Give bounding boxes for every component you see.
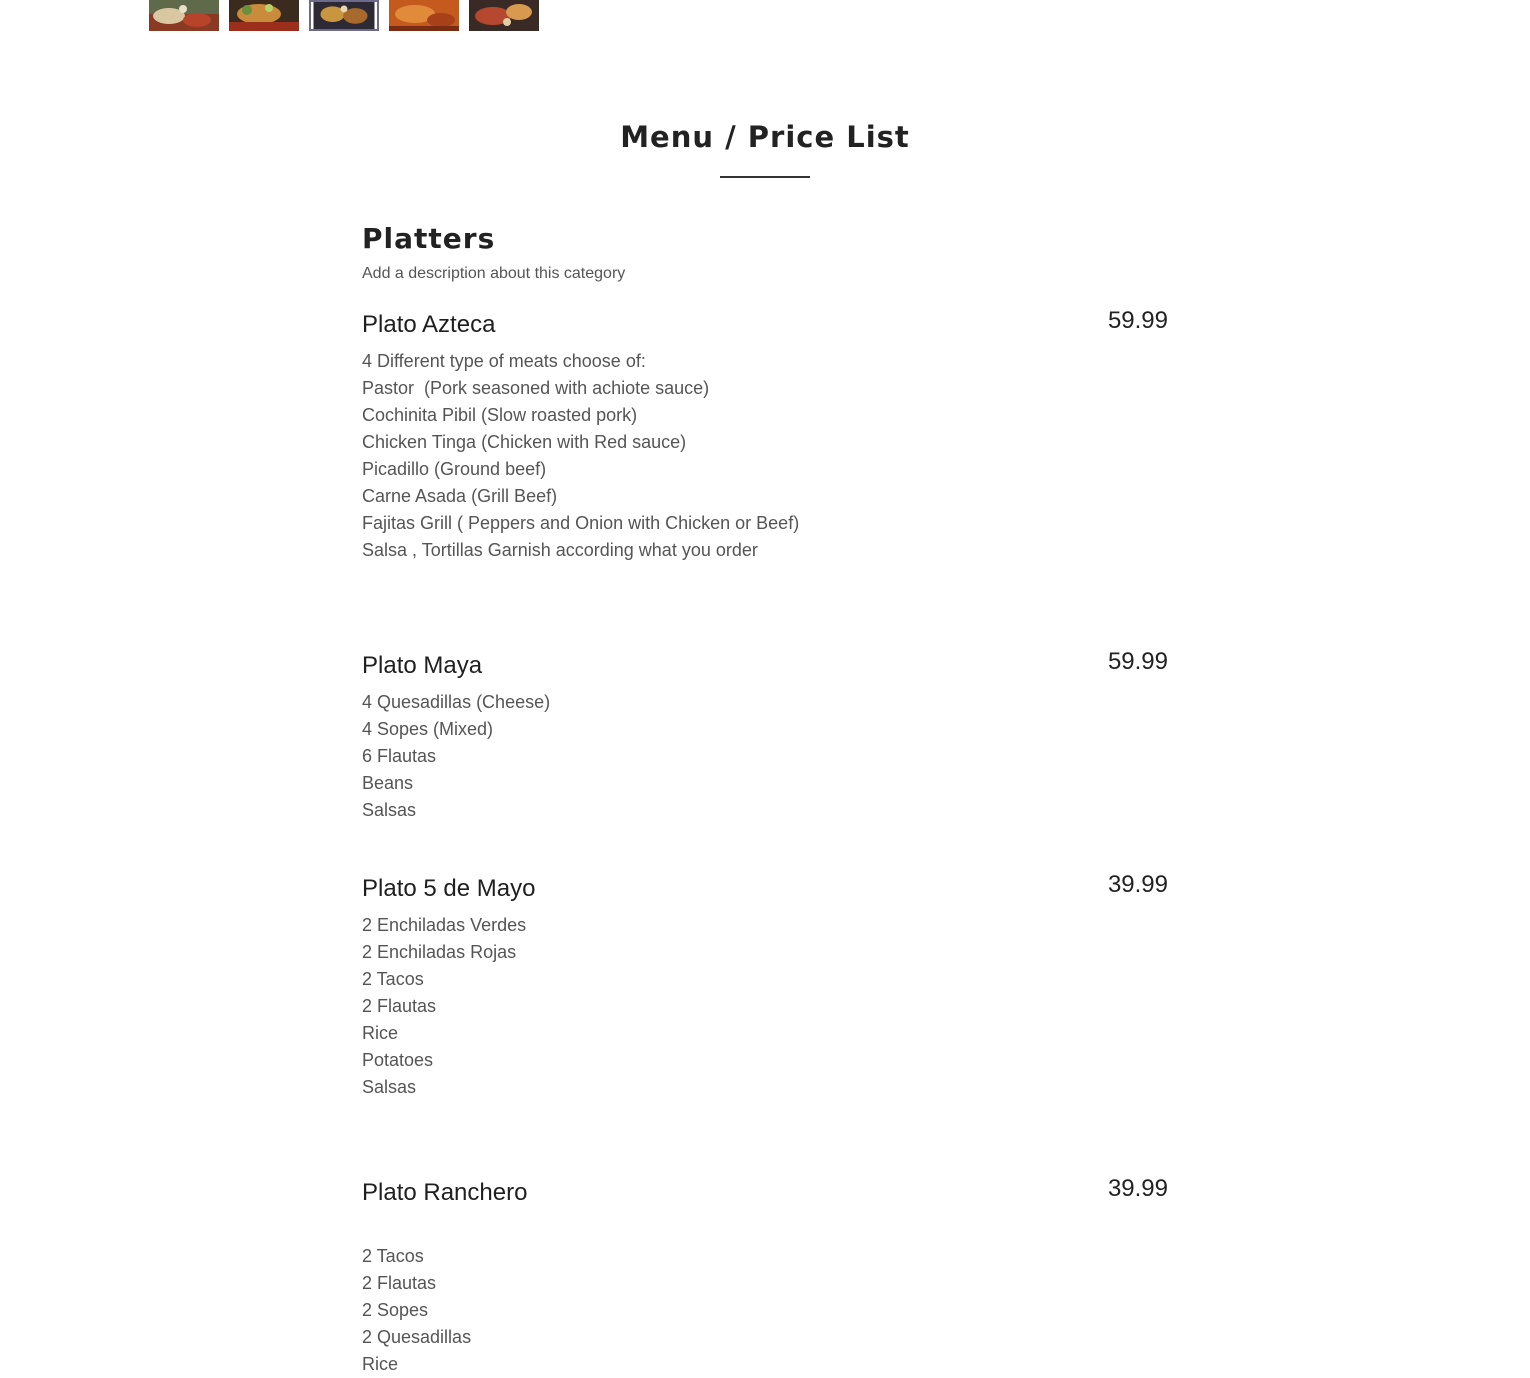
menu-item-description — [362, 689, 1168, 824]
menu-item-name: Plato Azteca — [362, 311, 496, 338]
menu-item — [362, 871, 1168, 1101]
menu-item-name: Plato Ranchero — [362, 1179, 528, 1206]
menu-item-line: Beans — [362, 773, 414, 793]
menu-item-line: Carne Asada (Grill Beef) — [362, 486, 558, 506]
menu-item-line: 4 Quesadillas (Cheese) — [362, 692, 551, 712]
menu-item-line: Rice — [362, 1354, 399, 1374]
menu-item-line: Potatoes — [362, 1050, 434, 1070]
menu-item-line: 4 Different type of meats choose of: — [362, 351, 646, 371]
menu-item-line: 2 Enchiladas Rojas — [362, 942, 517, 962]
gallery-thumbnail-2[interactable] — [229, 0, 299, 31]
menu-item-line: Rice — [362, 1023, 399, 1043]
menu-item-line: 2 Flautas — [362, 996, 437, 1016]
category-title: Platters — [362, 222, 496, 255]
menu-item-line: Cochinita Pibil (Slow roasted pork) — [362, 405, 638, 425]
menu-item-price: 59.99 — [1107, 307, 1168, 334]
menu-item-line: 2 Flautas — [362, 1273, 437, 1293]
title-divider — [720, 176, 810, 178]
menu-item-price: 39.99 — [1107, 871, 1168, 898]
food-photo-thumbnail — [229, 0, 299, 31]
menu-section — [362, 220, 1168, 1378]
food-photo-thumbnail — [149, 0, 219, 31]
page-title: Menu / Price List — [620, 120, 910, 154]
menu-item-line: 2 Tacos — [362, 1246, 424, 1266]
food-photo-thumbnail — [469, 0, 539, 31]
menu-item-line: 2 Sopes — [362, 1300, 429, 1320]
menu-item-line: Picadillo (Ground beef) — [362, 459, 547, 479]
food-photo-thumbnail — [311, 2, 377, 29]
menu-item-line: Salsas — [362, 800, 417, 820]
food-photo-thumbnail — [389, 0, 459, 31]
menu-item-description — [362, 1243, 1168, 1378]
menu-item-description — [362, 348, 1168, 564]
menu-item-line: 2 Quesadillas — [362, 1327, 472, 1347]
menu-item-name: Plato Maya — [362, 652, 483, 679]
menu-item-price: 59.99 — [1107, 648, 1168, 675]
menu-item-price: 39.99 — [1107, 1175, 1168, 1202]
gallery-thumbnail-5[interactable] — [469, 0, 539, 31]
menu-item-line: Chicken Tinga (Chicken with Red sauce) — [362, 432, 687, 452]
menu-item-line: Salsa , Tortillas Garnish according what you order — [362, 540, 758, 560]
menu-item-line: Salsas — [362, 1077, 417, 1097]
menu-item-name: Plato 5 de Mayo — [362, 875, 536, 902]
menu-item-line: 4 Sopes (Mixed) — [362, 719, 494, 739]
menu-item-line: 2 Tacos — [362, 969, 424, 989]
menu-item-line: 6 Flautas — [362, 746, 437, 766]
menu-item — [362, 1175, 1168, 1378]
menu-item-description — [362, 912, 1168, 1101]
category-description: Add a description about this category — [362, 265, 626, 282]
menu-item-line: Pastor (Pork seasoned with achiote sauce) — [362, 378, 710, 398]
gallery-thumbnail-1[interactable] — [149, 0, 219, 31]
menu-item — [362, 307, 1168, 564]
menu-item-line: Fajitas Grill ( Peppers and Onion with Chicken or Beef) — [362, 513, 800, 533]
menu-item-line: 2 Enchiladas Verdes — [362, 915, 527, 935]
gallery-thumbnail-3[interactable] — [309, 0, 379, 31]
gallery-thumbnail-4[interactable] — [389, 0, 459, 31]
menu-item — [362, 648, 1168, 824]
gallery-thumbnail-strip — [149, 0, 539, 31]
